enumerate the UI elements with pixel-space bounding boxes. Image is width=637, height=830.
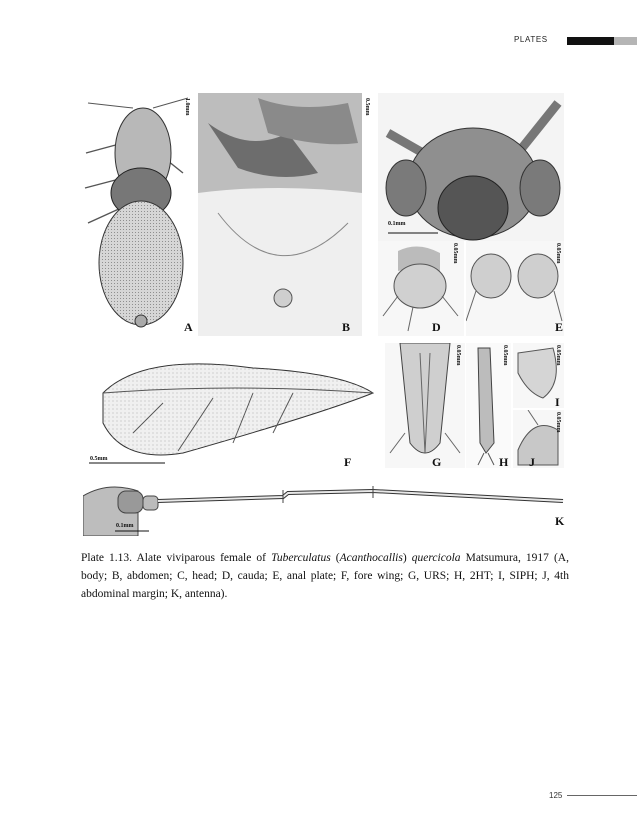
- panel-i-letter: I: [555, 395, 560, 409]
- panel-e-anal-plate: [466, 241, 564, 336]
- panel-a-scale: 1.0mm: [184, 98, 190, 116]
- header-bar-dark: [567, 37, 614, 45]
- panel-k-scale: 0.1mm: [116, 523, 134, 529]
- panel-b-letter: B: [342, 320, 351, 334]
- panel-b-abdomen: [198, 93, 362, 336]
- panel-k-letter: K: [555, 514, 565, 528]
- panel-g-urs: [385, 343, 465, 468]
- panel-h-scale: 0.05mm: [502, 345, 508, 366]
- panel-a-letter: A: [184, 320, 193, 334]
- panel-d-letter: D: [432, 320, 441, 334]
- footer-rule: [567, 795, 637, 796]
- panel-a-body: [83, 93, 198, 336]
- panel-c-head: [378, 93, 564, 241]
- panel-k-antenna: [83, 476, 564, 536]
- section-label: PLATES: [514, 35, 548, 44]
- panel-e-scale: 0.05mm: [555, 243, 561, 264]
- panel-i-scale: 0.05mm: [555, 345, 561, 366]
- panel-f-scale: 0.5mm: [90, 456, 108, 462]
- panel-g-letter: G: [432, 455, 442, 469]
- panel-e-letter: E: [555, 320, 564, 334]
- panel-b-scale: 0.5mm: [364, 98, 370, 116]
- panel-g-scale: 0.05mm: [455, 345, 461, 366]
- plate-caption: Plate 1.13. Alate viviparous female of Tuberculatus (Acanthocallis) quercicola Matsumura, 1917 (A, body; B, abdomen; C, head; D, cauda; E, anal plate; F, fore wing; G, URS; H, 2HT; I, SIPH; J, 4th abdominal margin; K, antenna).: [81, 552, 569, 600]
- panel-c-scale: 0.1mm: [388, 221, 406, 227]
- page-number: 125: [549, 791, 563, 800]
- panel-d-scale: 0.05mm: [452, 243, 458, 264]
- panel-f-letter: F: [344, 455, 352, 469]
- header-bar-light: [614, 37, 637, 45]
- panel-f-fore-wing: [83, 343, 378, 468]
- panel-h-letter: H: [499, 455, 509, 469]
- panel-j-scale: 0.05mm: [555, 412, 561, 433]
- panel-j-letter: J: [529, 455, 535, 469]
